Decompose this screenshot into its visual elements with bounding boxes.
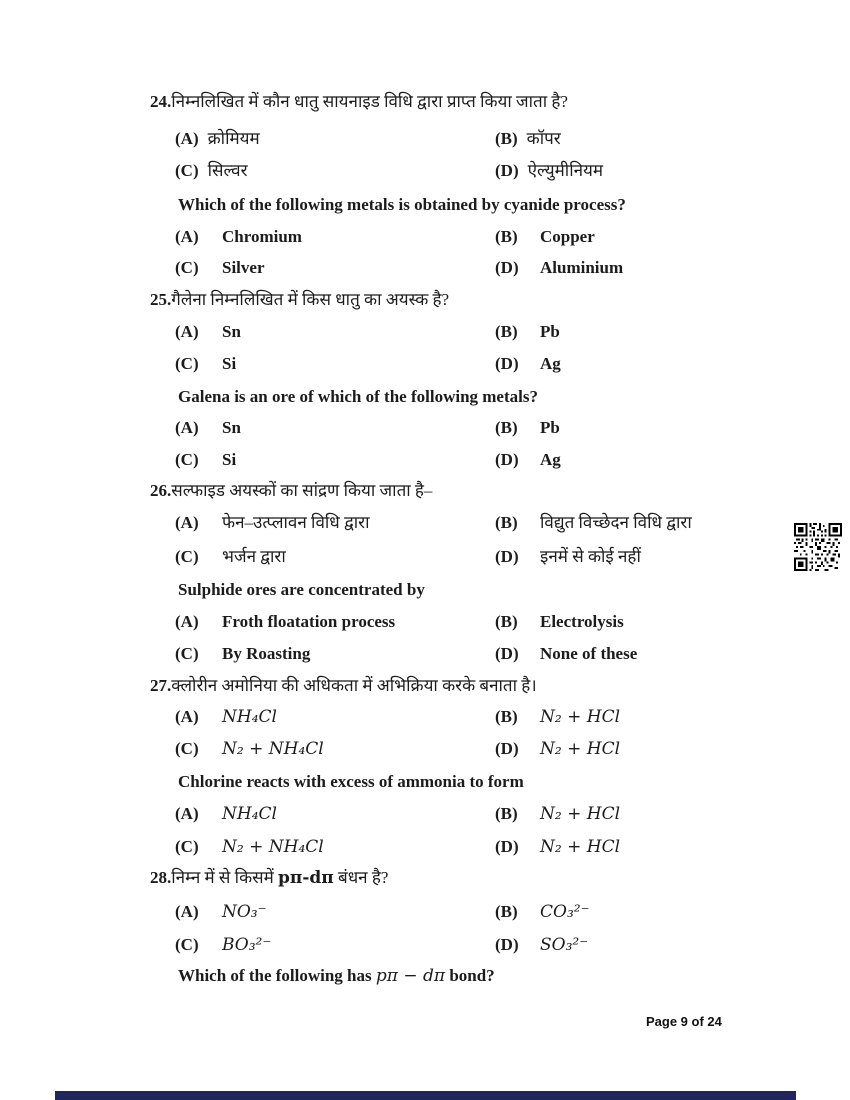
- question-text-english-suffix: bond?: [445, 966, 495, 985]
- option-c-text: Si: [222, 450, 237, 469]
- question-text-hindi: निम्नलिखित में कौन धातु सायनाइड विधि द्वारा प्राप्त किया जाता है?: [171, 92, 568, 111]
- option-c-text: Si: [222, 354, 237, 373]
- question-number: 24.: [150, 92, 172, 111]
- option-b-formula: N₂ + HCl: [540, 707, 621, 727]
- question-text-hindi: क्लोरीन अमोनिया की अधिकता में अभिक्रिया करके बनाता है।: [171, 676, 537, 695]
- question-25-english-options-cd: [175, 448, 561, 472]
- option-b-label: (B): [495, 227, 518, 246]
- option-b-text: विद्युत विच्छेदन विधि द्वारा: [540, 513, 692, 532]
- option-c-formula: N₂ + NH₄Cl: [222, 837, 324, 857]
- option-a-label: (A): [175, 322, 199, 341]
- question-text-english-prefix: Which of the following has: [178, 966, 376, 985]
- question-24-hindi-options-ab: [175, 127, 561, 151]
- option-b-label: (B): [495, 707, 518, 726]
- option-c-label: (C): [175, 450, 199, 469]
- option-c-label: (C): [175, 161, 199, 180]
- question-24-hindi-options-cd: [175, 159, 603, 183]
- question-27-hindi-options-ab: [175, 705, 620, 729]
- question-26-english-options-ab: [175, 610, 624, 634]
- option-a-formula: NO₃⁻: [222, 902, 267, 922]
- question-24-english-options-ab: [175, 225, 595, 249]
- question-24-english-stem: Which of the following metals is obtained by cyanide process?: [178, 195, 626, 214]
- option-a-label: (A): [175, 707, 199, 726]
- option-a-text: Froth floatation process: [222, 612, 396, 631]
- option-c-label: (C): [175, 258, 199, 277]
- page-number: Page 9 of 24: [646, 1014, 722, 1029]
- question-28-options-ab: [175, 900, 590, 924]
- option-b-label: (B): [495, 902, 518, 921]
- option-c-text: सिल्वर: [207, 161, 248, 180]
- option-d-formula: SO₃²⁻: [540, 935, 589, 955]
- option-b-text: कॉपर: [526, 129, 561, 148]
- option-c-label: (C): [175, 547, 199, 566]
- option-d-formula: N₂ + HCl: [540, 837, 621, 857]
- option-d: [495, 159, 603, 183]
- option-a-text: Sn: [222, 418, 241, 437]
- question-25-english-options-ab: [175, 416, 560, 440]
- option-d-formula: N₂ + HCl: [540, 739, 621, 759]
- question-math-term: pπ − dπ: [375, 966, 446, 986]
- question-27-hindi-stem: [150, 674, 537, 698]
- option-c-text: भर्जन द्वारा: [222, 547, 286, 566]
- question-26-english-stem: Sulphide ores are concentrated by: [178, 580, 425, 599]
- option-c-text: Silver: [222, 258, 265, 277]
- option-b-label: (B): [495, 513, 518, 532]
- bottom-rule: [55, 1091, 796, 1100]
- option-b-label: (B): [495, 129, 518, 148]
- option-d-label: (D): [495, 739, 519, 758]
- option-d-text: ऐल्युमीनियम: [527, 161, 604, 180]
- option-c-formula: BO₃²⁻: [222, 935, 272, 955]
- option-c-label: (C): [175, 935, 199, 954]
- option-d-text: Aluminium: [540, 258, 624, 277]
- option-a-text: Sn: [222, 322, 241, 341]
- option-d-label: (D): [495, 354, 519, 373]
- option-a-text: फेन–उत्प्लावन विधि द्वारा: [222, 513, 370, 532]
- qr-code: [793, 523, 843, 571]
- option-b-formula: CO₃²⁻: [540, 902, 590, 922]
- option-a-text: क्रोमियम: [207, 129, 260, 148]
- question-text-hindi-prefix: निम्न में से किसमें: [171, 868, 279, 887]
- question-math-term: pπ-dπ: [278, 868, 334, 888]
- question-number: 28.: [150, 868, 172, 887]
- option-b-label: (B): [495, 804, 518, 823]
- option-c-label: (C): [175, 644, 199, 663]
- option-a-label: (A): [175, 418, 199, 437]
- question-27-hindi-options-cd: [175, 737, 620, 761]
- question-25-english-stem: Galena is an ore of which of the following metals?: [178, 387, 538, 406]
- option-b-text: Pb: [540, 418, 560, 437]
- option-d-label: (D): [495, 547, 519, 566]
- question-26-hindi-stem: [150, 479, 432, 503]
- option-a-label: (A): [175, 612, 199, 631]
- option-d-label: (D): [495, 450, 519, 469]
- option-a: [175, 127, 495, 151]
- option-b-label: (B): [495, 612, 518, 631]
- option-b-label: (B): [495, 322, 518, 341]
- option-d-text: Ag: [540, 450, 561, 469]
- option-a-formula: NH₄Cl: [222, 804, 277, 824]
- option-c: [175, 159, 495, 183]
- option-a-text: Chromium: [222, 227, 302, 246]
- question-25-hindi-options-ab: [175, 320, 560, 344]
- question-28-hindi-stem: [150, 866, 388, 890]
- option-b-formula: N₂ + HCl: [540, 804, 621, 824]
- option-c-label: (C): [175, 354, 199, 373]
- option-a-label: (A): [175, 129, 199, 148]
- option-c-formula: N₂ + NH₄Cl: [222, 739, 324, 759]
- option-d-text: इनमें से कोई नहीं: [540, 547, 641, 566]
- option-a-label: (A): [175, 513, 199, 532]
- question-number: 27.: [150, 676, 172, 695]
- option-d-label: (D): [495, 837, 519, 856]
- option-a-label: (A): [175, 227, 199, 246]
- question-text-hindi: गैलेना निम्नलिखित में किस धातु का अयस्क है?: [171, 290, 450, 309]
- option-a-label: (A): [175, 902, 199, 921]
- question-28-english-stem: [178, 964, 495, 988]
- question-24-english-options-cd: [175, 256, 623, 280]
- question-28-options-cd: [175, 933, 588, 957]
- option-d-label: (D): [495, 161, 519, 180]
- question-text-hindi-suffix: बंधन है?: [333, 868, 389, 887]
- option-c-text: By Roasting: [222, 644, 311, 663]
- option-b: [495, 127, 561, 151]
- question-text-hindi: सल्फाइड अयस्कों का सांद्रण किया जाता है–: [171, 481, 433, 500]
- option-b-text: Electrolysis: [540, 612, 624, 631]
- option-b-label: (B): [495, 418, 518, 437]
- option-d-text: Ag: [540, 354, 561, 373]
- question-26-hindi-options-cd: [175, 545, 641, 569]
- option-d-label: (D): [495, 935, 519, 954]
- option-d-text: None of these: [540, 644, 638, 663]
- question-26-hindi-options-ab: [175, 511, 692, 535]
- option-c-label: (C): [175, 739, 199, 758]
- option-b-text: Pb: [540, 322, 560, 341]
- question-number: 25.: [150, 290, 172, 309]
- question-25-hindi-stem: [150, 288, 449, 312]
- option-d-label: (D): [495, 644, 519, 663]
- question-26-english-options-cd: [175, 642, 637, 666]
- question-number: 26.: [150, 481, 172, 500]
- option-b-text: Copper: [540, 227, 595, 246]
- option-a-formula: NH₄Cl: [222, 707, 277, 727]
- question-27-english-options-cd: [175, 835, 620, 859]
- question-25-hindi-options-cd: [175, 352, 561, 376]
- option-d-label: (D): [495, 258, 519, 277]
- option-c-label: (C): [175, 837, 199, 856]
- question-27-english-stem: Chlorine reacts with excess of ammonia to form: [178, 772, 524, 791]
- option-a-label: (A): [175, 804, 199, 823]
- question-27-english-options-ab: [175, 802, 620, 826]
- question-24-hindi-stem: [150, 90, 568, 114]
